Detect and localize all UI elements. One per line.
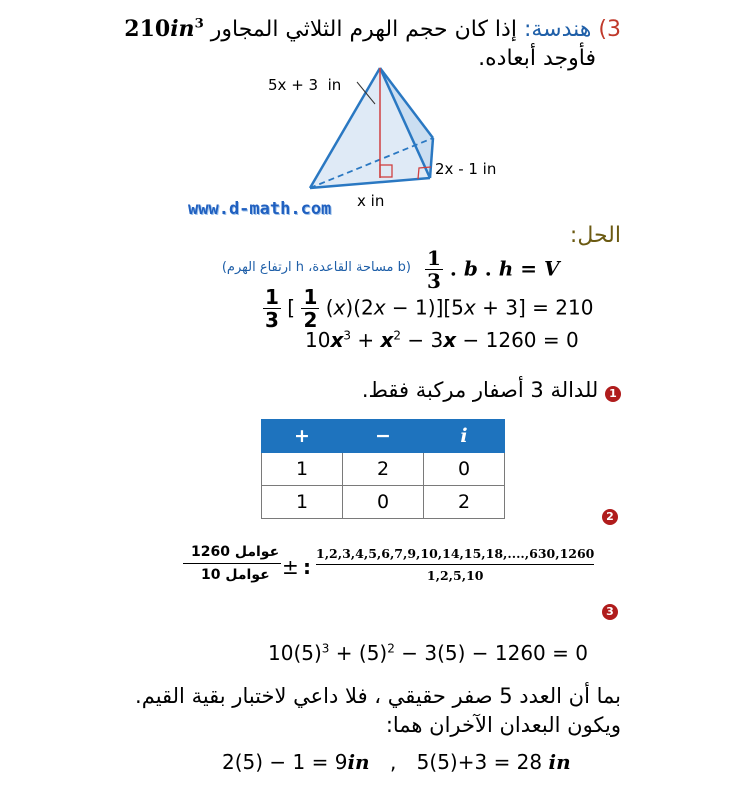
base-label: x in xyxy=(357,192,385,210)
candidates-denominator: 1,2,5,10 xyxy=(426,568,484,583)
factors-numerator xyxy=(183,544,281,564)
header-negative: − xyxy=(343,420,424,453)
dimension-2-unit: in xyxy=(548,750,571,774)
check-equation: $10(5)^3 + (5)^2 - 3(5) - 1260 = 0$ xyxy=(268,641,588,665)
dimension-2: 5(5)+3 = 28 xyxy=(416,750,543,774)
problem-number: 3) xyxy=(598,17,621,42)
dimension-1: 2(5) − 1 = 9 xyxy=(222,750,348,774)
table-cell: 2 xyxy=(343,453,424,486)
table-cell: 0 xyxy=(424,453,505,486)
table-row xyxy=(262,486,505,519)
formula-legend: (b مساحة القاعدة، h ارتفاع الهرم) xyxy=(221,260,411,275)
factors-label: عوامل xyxy=(234,544,280,560)
factors-label: عوامل xyxy=(225,567,270,583)
table-cell: 2 xyxy=(424,486,505,519)
candidates-numerator: 1,2,3,4,5,6,7,9,10,14,15,18,....,630,1260 xyxy=(316,546,594,565)
conclusion-line-1: بما أن العدد 5 صفر حقيقي ، فلا داعي لاختبار بقية القيم. xyxy=(135,684,621,708)
step-1 xyxy=(362,378,621,402)
fraction-one-half: $\frac{1}{2}$ xyxy=(303,285,318,332)
step-1-bullet: 1 xyxy=(605,386,621,402)
colon: : xyxy=(303,555,311,579)
step-3-bullet: 3 xyxy=(602,604,618,620)
header-imaginary: i xyxy=(424,420,505,453)
volume-exponent: 3 xyxy=(194,16,204,32)
step-2-bullet-visual: 2 xyxy=(602,509,618,525)
plus-minus: ± xyxy=(282,555,299,579)
volume-value: 210 xyxy=(124,16,171,42)
problem-topic: هندسة: xyxy=(523,17,592,42)
table-cell: 0 xyxy=(343,486,424,519)
table-cell: 1 xyxy=(262,486,343,519)
side-label: 2x - 1 in xyxy=(435,160,497,178)
watermark: www.d-math.com xyxy=(188,199,332,219)
separator: , xyxy=(389,750,397,774)
table-row xyxy=(262,453,505,486)
volume-formula: $\frac{1}{3}$ . b . h = V xyxy=(427,246,560,293)
problem-line-1 xyxy=(124,16,621,42)
fraction-one-third: $\frac{1}{3}$ xyxy=(427,246,441,293)
zeros-table-header xyxy=(262,420,505,453)
volume-unit: in xyxy=(170,16,195,42)
header-positive: + xyxy=(262,420,343,453)
problem-volume xyxy=(124,16,203,42)
step-1-text: للدالة 3 أصفار مركبة فقط. xyxy=(361,378,599,402)
fraction-one-third-2: $\frac{1}{3}$ xyxy=(265,285,279,332)
problem-line-2: فأوجد أبعاده. xyxy=(478,46,596,71)
equation-2: $10x^3 + x^2 - 3x - 1260 = 0$ xyxy=(305,328,579,352)
factors-value: 10 xyxy=(201,567,221,583)
candidates-fraction xyxy=(316,546,594,583)
height-label: 5x + 3 in xyxy=(268,76,342,94)
table-cell: 1 xyxy=(262,453,343,486)
factors-denominator xyxy=(183,564,281,583)
solution-heading: الحل: xyxy=(569,223,621,248)
conclusion-line-2: ويكون البعدان الآخران هما: xyxy=(385,713,621,737)
zeros-table xyxy=(261,419,505,519)
dimension-1-unit: in xyxy=(347,750,370,774)
dimensions-result xyxy=(222,750,571,774)
problem-text: إذا كان حجم الهرم الثلاثي المجاور xyxy=(210,17,517,42)
equation-1: $\frac{1}{3}$ [ $\frac{1}{2}$ (x)(2x − 1)][5x + 3] = 210 xyxy=(265,285,594,332)
factors-value: 1260 xyxy=(191,544,230,560)
factors-fraction xyxy=(183,544,281,583)
